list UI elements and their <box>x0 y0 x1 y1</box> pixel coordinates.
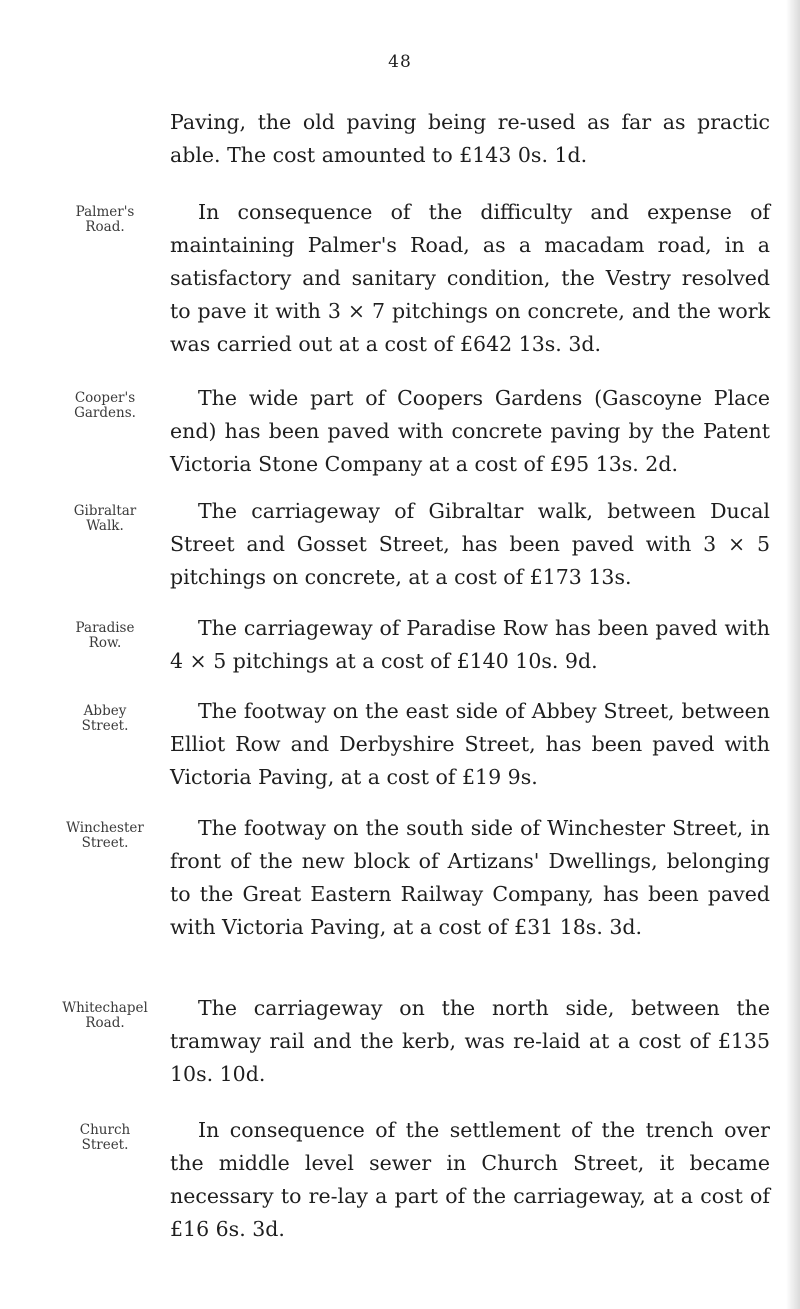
margin-label <box>40 1001 170 1031</box>
margin-label-line: Palmer's <box>75 204 135 220</box>
entry-paragraph: The footway on the east side of Abbey Street, between Elliot Row and Derbyshire Street, has been paved with Victoria Paving, at a cost of £19 9s. <box>170 699 770 789</box>
margin-label-line: Walk. <box>86 518 124 534</box>
margin-label <box>40 205 170 235</box>
entry-paragraph: In consequence of the settlement of the trench over the middle level sewer in Church Street, it became necessary to re-lay a part of the carriageway, at a cost of £16 6s. 3d. <box>170 1118 770 1241</box>
margin-label-line: Row. <box>88 635 122 651</box>
margin-label-line: Street. <box>81 1137 129 1153</box>
margin-label-line: Paradise <box>75 620 135 636</box>
margin-label-line: Road. <box>85 219 125 235</box>
margin-label-line: Whitechapel <box>62 1000 148 1016</box>
entry-paragraph: The carriageway of Gibraltar walk, between Ducal Street and Gosset Street, has been paved with 3 × 5 pitchings on concrete, at a cost of £173 13s. <box>170 499 770 589</box>
entry-paragraph: The carriageway of Paradise Row has been paved with 4 × 5 pitchings at a cost of £140 10s. 9d. <box>170 616 770 673</box>
page-number: 48 <box>388 52 412 72</box>
margin-label-line: Cooper's <box>74 390 136 406</box>
entry-paragraph: In consequence of the difficulty and expense of maintaining Palmer's Road, as a macadam road, in a satisfactory and sanitary condition, the Vestry resolved to pave it with 3 × 7 pitchings on concrete, and the work was carried out at a cost of £642 13s. 3d. <box>170 200 770 356</box>
entry-paragraph: The wide part of Coopers Gardens (Gascoyne Place end) has been paved with concrete paving by the Patent Victoria Stone Company at a cost of £95 13s. 2d. <box>170 386 770 476</box>
margin-label <box>40 504 170 534</box>
margin-label <box>40 621 170 651</box>
margin-label-line: Gardens. <box>74 405 136 421</box>
margin-label-line: Gibraltar <box>73 503 137 519</box>
entry-paragraph: The carriageway on the north side, between the tramway rail and the kerb, was re-laid at a cost of £135 10s. 10d. <box>170 996 770 1086</box>
margin-label-line: Street. <box>81 835 129 851</box>
margin-label-line: Church <box>79 1122 131 1138</box>
margin-label <box>40 391 170 421</box>
margin-label-line: Winchester <box>66 820 144 836</box>
page-edge-shadow <box>786 0 800 1309</box>
entry-paragraph: The footway on the south side of Winchester Street, in front of the new block of Artizans' Dwellings, belonging to the Great Eastern Railway Company, has been paved with Victoria Paving, at a cost of £31 18s. 3d. <box>170 816 770 939</box>
margin-label <box>40 1123 170 1153</box>
continued-paragraph: Paving, the old paving being re-used as far as practic able. The cost amounted to £143 0s. 1d. <box>170 110 770 167</box>
margin-label-line: Abbey <box>83 703 127 719</box>
margin-label-line: Street. <box>81 718 129 734</box>
margin-label <box>40 821 170 851</box>
margin-label-line: Road. <box>85 1015 125 1031</box>
margin-label <box>40 704 170 734</box>
